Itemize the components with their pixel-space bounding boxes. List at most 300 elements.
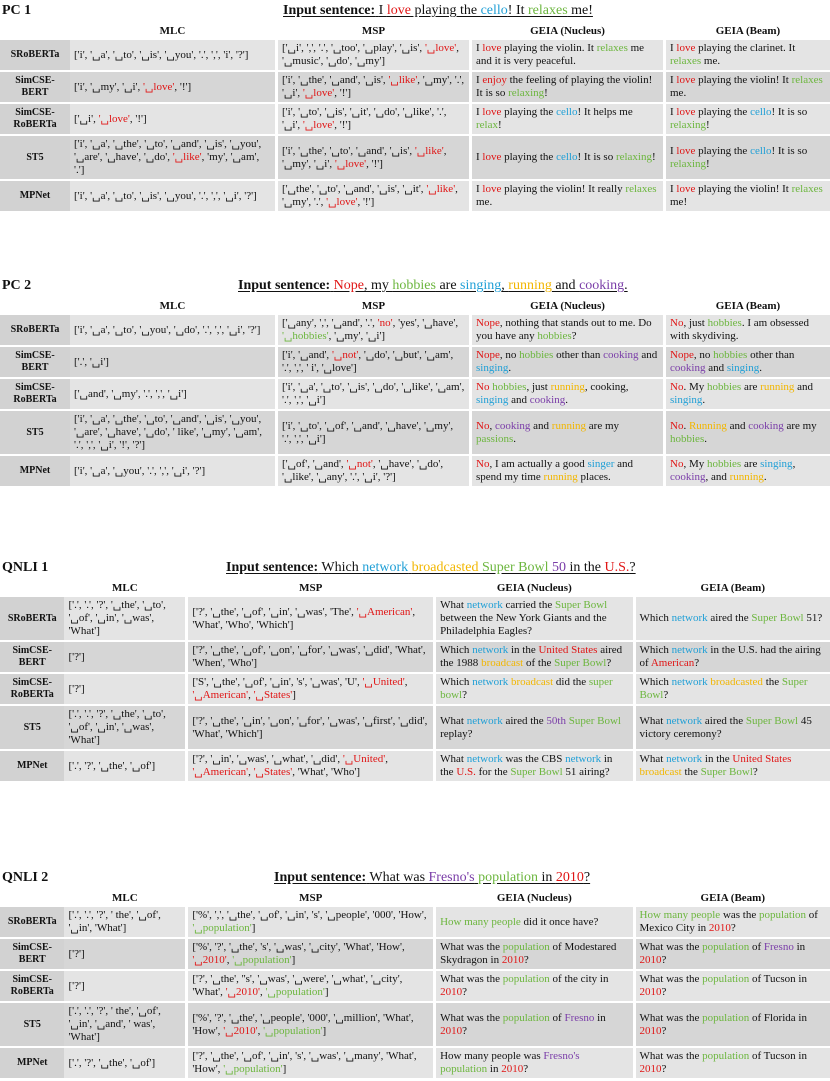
text-run: , no [693,349,714,361]
highlighted-word: relaxing [670,157,707,170]
cell-beam [666,40,830,70]
highlighted-word: '␣American' [356,605,413,618]
input-label: Input sentence: [274,870,367,885]
text-run: of the [523,657,555,669]
text-run: , no [499,349,520,361]
text-run: , '␣music', '␣do', '␣my'] [282,42,459,67]
text-run: and [726,419,749,432]
cell-msp [278,347,469,377]
text-run: and [551,278,580,293]
text-run: ] [324,986,329,998]
column-header: MLC [159,299,186,312]
text-run: What was the [440,941,503,953]
text-run: ['.', '.', '?', ' the', '␣of', '␣in', '␣and', ' was', 'What'] [68,1005,161,1043]
model-name: ST5 [0,1003,64,1046]
text-run: , cooking, [584,381,629,393]
cell-msp [188,751,433,781]
highlighted-word: No [670,317,684,329]
model-name: ST5 [0,411,70,454]
text-run: other than [553,349,604,361]
text-run: playing the [501,151,557,163]
text-run: , 'yes', '␣have', [392,317,459,329]
highlighted-word: population [702,1050,750,1062]
text-run: ? [462,1024,467,1037]
table-row [0,315,830,345]
text-run: ? [462,689,467,701]
cell-msp [188,642,433,672]
text-run: ['i', '␣a', '␣to', '␣is', '␣you', '.', ',', 'i', '?'] [74,48,249,61]
text-run: was the CBS [502,753,566,765]
text-run: playing the [695,106,751,118]
highlighted-word: hobbies [706,458,742,470]
cell-mlc [64,642,185,672]
text-run: . [702,394,706,406]
cell-beam [636,674,830,704]
cell-msp [278,411,469,454]
model-name: ST5 [0,136,70,179]
cell-nuc [472,136,663,179]
text-run: of Tucson in [749,1050,807,1062]
highlighted-word: Fresno [763,941,794,953]
text-run: , I am actually a good [489,458,588,470]
text-run: did it once have? [520,915,599,928]
cell-msp [188,674,433,704]
highlighted-word: 2010 [440,1024,463,1037]
text-run: , [248,766,254,778]
cell-msp [188,971,433,1001]
table-row [0,1048,830,1078]
text-run: I [670,183,677,195]
highlighted-word: Fresno [564,1011,595,1024]
highlighted-word: love [482,42,502,54]
cell-beam [666,72,830,102]
text-run: ['?', '␣the', ''s', '␣was', '␣were', '␣what', '␣city', 'What', [192,973,403,998]
highlighted-word: network [565,753,602,765]
highlighted-word: cello [480,3,508,18]
text-run: , My [683,458,707,470]
text-run: , '␣my', '.', '␣i', [282,74,465,99]
text-run: ['?', '␣in', '␣was', '␣what', '␣did', [192,753,343,765]
text-run: ['%', '?', '␣the', 's', '␣was', '␣city', 'What', 'How', [192,941,405,953]
header-blank [0,299,70,313]
header-blank [0,891,64,905]
text-run: ? [571,330,577,342]
highlighted-word: singing [476,394,509,406]
highlighted-word: hobbies [519,349,554,361]
section-title: QNLI 1 [2,560,49,575]
text-run: What was the [440,973,503,985]
model-name: SRoBERTa [0,40,70,70]
text-run: ['%', '?', '␣the', '␣people', '000', '␣million', 'What', 'How', [192,1011,414,1037]
text-run: 45 victory ceremony? [639,714,812,740]
highlighted-word: singing [760,458,793,470]
highlighted-word: U.S. [604,560,630,575]
highlighted-word: '␣American' [192,689,249,701]
cell-beam [666,315,830,345]
cell-beam [666,181,830,211]
text-run: What was the [639,941,703,953]
highlighted-word: 2010 [639,986,662,998]
table-row [0,379,830,409]
column-header: MSP [361,24,386,37]
text-run: , '␣do', '␣but', '␣am', '.', ',', ' i', '␣love'] [282,349,454,374]
cell-nuc [436,674,632,704]
highlighted-word: '␣love' [143,80,175,93]
highlighted-word: broadcast [481,657,524,669]
text-run: ['␣i', [74,112,99,125]
input-label: Input sentence: [226,560,319,575]
highlighted-word: Running [688,419,727,432]
text-run: ! [706,157,710,170]
model-name: SimCSE-RoBERTa [0,674,64,704]
text-run: playing the violin! It [695,74,792,86]
text-run: of [749,941,764,953]
input-text [334,278,628,293]
cell-mlc [64,1003,185,1046]
text-run: in the [508,644,539,656]
table-row [0,674,830,704]
cell-msp [278,379,469,409]
highlighted-word: U.S. [456,766,476,778]
model-name: SimCSE-RoBERTa [0,971,64,1001]
text-run: ? [661,1024,667,1037]
highlighted-word: population [758,909,807,921]
text-run: , '!'] [357,196,375,208]
text-run: ! It helps me [577,106,633,118]
cell-mlc [70,411,275,454]
text-run: What [440,753,467,765]
highlighted-word: United States [732,753,792,765]
text-run: , [260,986,266,998]
text-run: , '!'] [366,157,383,170]
text-run: ['i', '␣to', '␣is', '␣it', '␣do', '␣like', '.', '␣i', [282,106,447,131]
highlighted-word: network [362,560,409,575]
text-run: and [794,381,814,393]
highlighted-word: '␣American' [192,766,249,778]
text-run: ? [523,1063,529,1075]
text-run: ['i', '␣a', '␣to', '␣you', '␣do', '.', ',', '␣i', '?'] [74,323,261,336]
highlighted-word: '␣United' [362,676,405,688]
text-run: ['i', '␣my', '␣i', [74,80,144,93]
text-run: 51 airing? [562,766,610,778]
highlighted-word: running [550,381,585,393]
highlighted-word: population [440,1063,488,1075]
text-run: of [549,1011,565,1024]
text-run: . [683,419,689,432]
text-run: ! [652,151,656,163]
highlighted-word: singing [476,362,509,374]
cell-nuc [472,347,663,377]
highlighted-word: cello [556,106,578,118]
text-run: ? [730,922,736,934]
text-run: I [476,106,483,118]
column-header: GEIA (Beam) [700,891,765,904]
model-name: SimCSE-BERT [0,939,64,969]
text-run: ['i', '␣the', '␣to', '␣and', '␣is', [282,144,415,157]
cell-beam [636,706,830,749]
cell-nuc [436,939,632,969]
cell-nuc [472,72,663,102]
highlighted-word: '␣love' [302,87,335,99]
text-run: ['␣i', ',', '.', '␣too', '␣play', '␣is', [282,42,425,54]
highlighted-word: broadcast [639,766,682,778]
text-run: playing the [410,3,481,18]
highlighted-word: love [676,74,696,86]
cell-nuc [436,907,632,937]
text-run: What [440,714,467,727]
text-run: . [759,362,762,374]
cell-mlc [70,40,275,70]
cell-nuc [472,456,663,486]
model-name: MPNet [0,181,70,211]
text-run: ['?', '␣the', '␣of', '␣in', 's', '␣was', '␣many', 'What', 'How', [192,1050,417,1075]
text-run: ? [661,954,667,966]
text-run: between the New York Giants and the Philadelphia Eagles? [440,612,607,637]
text-run: ! It [507,3,528,18]
table-row [0,181,830,211]
text-run: in the [440,753,613,778]
cell-msp [278,456,469,486]
highlighted-word: '␣population' [263,1024,323,1037]
text-run: I [476,74,483,86]
text-run: in the [702,753,733,765]
highlighted-word: network [671,676,708,688]
highlighted-word: '␣love' [302,119,335,131]
text-run: ['.', '.', '?', '␣the', '␣to', '␣of', '␣in', '␣was', 'What'] [68,599,166,637]
highlighted-word: love [676,144,696,157]
text-run: ['.', '.', '?', ' the', '␣of', '␣in', 'What'] [68,909,161,934]
text-run: , '!'] [334,119,352,131]
model-name: SRoBERTa [0,315,70,345]
text-run: in [487,1063,502,1075]
text-run: , my [364,278,393,293]
text-run: ['i', '␣and', [282,349,332,361]
highlighted-word: '␣not' [346,458,373,470]
highlighted-word: network [466,599,503,611]
highlighted-word: relaxes [596,42,628,54]
text-run: ['?'] [68,947,85,960]
table-row [0,136,830,179]
highlighted-word: relaxes [791,74,823,86]
cell-msp [188,706,433,749]
text-run: ['%', ',', '␣the', '␣of', '␣in', 's', '␣people', '000', 'How', [192,909,427,921]
highlighted-word: Super Bowl [554,657,607,669]
text-run: and [508,394,530,406]
text-run: ['i', '␣a', '␣to', '␣is', '␣do', '␣like', '␣am', '.', ',', '␣i'] [282,381,465,406]
text-run: , [489,419,495,432]
highlighted-word: population [702,1011,750,1024]
results-table [0,579,830,783]
text-run: are [741,381,761,393]
highlighted-word: cooking [529,394,566,406]
text-run: , [226,954,233,966]
cell-msp [278,315,469,345]
highlighted-word: relaxing [615,151,652,163]
highlighted-word: '␣population' [192,922,252,934]
text-run: What was [369,870,429,885]
highlighted-word: 50 [552,560,566,575]
cell-mlc [70,456,275,486]
highlighted-word: '␣hobbies' [282,330,329,342]
text-run: ['?'] [68,682,85,695]
cell-mlc [70,315,275,345]
highlighted-word: Fresno's [428,870,475,885]
model-name: SimCSE-BERT [0,347,70,377]
cell-msp [188,907,433,937]
column-header: GEIA (Nucleus) [530,24,605,37]
cell-nuc [472,411,663,454]
text-run: in the U.S. had the airing of [639,644,821,669]
cell-nuc [436,642,632,672]
highlighted-word: love [482,151,502,163]
text-run: ? [661,986,667,998]
highlighted-word: cooking [670,362,706,374]
highlighted-word: cooking [748,419,784,432]
text-run: Which [639,644,672,656]
highlighted-word: Super Bowl [554,599,608,611]
table-row [0,1003,830,1046]
table-row [0,40,830,70]
cell-beam [636,939,830,969]
cell-nuc [436,1003,632,1046]
cell-mlc [70,72,275,102]
highlighted-word: 2010 [555,870,584,885]
highlighted-word: Nope [476,317,500,329]
text-run: me. [701,55,721,67]
highlighted-word: '␣United' [342,753,386,765]
text-run: for the [475,766,511,778]
text-run: What [639,753,667,765]
input-text [321,560,635,575]
highlighted-word: cooking [579,278,625,293]
text-run: I [378,3,387,18]
highlighted-word: love [482,106,502,118]
highlighted-word: passions [476,432,514,445]
model-name: ST5 [0,706,64,749]
highlighted-word: love [676,183,696,195]
table-row [0,72,830,102]
cell-nuc [472,379,663,409]
text-run: ['i', '␣a', '␣the', '␣to', '␣and', '␣is', '␣you', '␣are', '␣have', '␣do', ' like', '␣my', '␣am', '.', ',', '␣i', '!', '?'] [74,413,262,451]
highlighted-word: Super Bowl [751,612,804,624]
text-run: of Mexico City in [639,909,818,934]
header-row [0,891,830,905]
cell-mlc [64,597,185,640]
column-header: GEIA (Nucleus) [496,581,572,594]
highlighted-word: network [671,644,708,656]
header-blank [0,24,70,38]
text-run: ? [583,870,591,885]
text-run: replay? [440,727,473,740]
text-run: of Tucson in [749,973,807,985]
highlighted-word: 2010 [501,954,524,966]
highlighted-word: '␣States' [253,766,293,778]
model-name: MPNet [0,751,64,781]
highlighted-word: relaxes [625,183,657,195]
column-header: GEIA (Beam) [715,24,781,37]
model-name: SimCSE-RoBERTa [0,104,70,134]
text-run: are my [586,419,620,432]
cell-msp [188,1003,433,1046]
text-run: , '!'] [174,80,192,93]
text-run: ] [282,1063,287,1075]
text-run: ! [544,87,548,99]
highlighted-word: hobbies [492,381,527,393]
highlighted-word: '␣2010' [223,1024,258,1037]
highlighted-word: How many people [440,915,521,928]
text-run: ? [752,766,758,778]
highlighted-word: No [476,419,490,432]
text-run: Which [639,612,672,624]
highlighted-word: '␣love' [334,157,367,170]
text-run: the feeling of playing the violin! It is so [476,74,653,99]
text-run: , [248,689,254,701]
results-table [0,889,830,1080]
highlighted-word: cooking [603,349,639,361]
table-row [0,971,830,1001]
highlighted-word: Super Bowl [639,676,808,701]
text-run: , nothing that stands out to me. Do you have any [476,317,652,342]
column-header: MLC [112,891,138,904]
cell-msp [278,104,469,134]
highlighted-word: cello [750,106,772,118]
column-header: MSP [299,891,323,904]
text-run: , [792,458,796,470]
text-run: I [476,42,483,54]
cell-mlc [70,104,275,134]
text-run: ! [706,119,710,131]
highlighted-word: broadcasted [411,560,479,575]
table-row [0,642,830,672]
header-row [0,299,830,313]
text-run: ? [523,954,529,966]
text-run: 51? [803,612,823,624]
highlighted-word: broadcasted [710,676,763,688]
text-run: playing the violin. It [501,42,597,54]
text-run: ['?', '␣the', '␣in', '␣on', '␣for', '␣was', '␣first', '␣did', 'What', 'Which'] [192,714,428,740]
text-run: , '!'] [129,112,147,125]
cell-msp [188,597,433,640]
highlighted-word: running [508,278,552,293]
highlighted-word: love [676,106,696,118]
text-run: and spend my time [476,458,634,483]
text-run: ['␣of', '␣and', [282,458,347,470]
text-run: of Florida in [749,1011,807,1024]
highlighted-word: Nope [670,349,694,361]
highlighted-word: broadcast [510,676,554,688]
text-run: carried the [502,599,555,611]
highlighted-word: Nope [476,349,500,361]
text-run: ['?', '␣the', '␣of', '␣in', '␣was', 'The', [192,605,357,618]
text-run: . My [683,381,707,393]
highlighted-word: Super Bowl [700,766,753,778]
header-row [0,581,830,595]
text-run: What [440,599,467,611]
column-header: MLC [159,24,186,37]
column-header: MSP [361,299,386,312]
text-run: aired the [707,612,752,624]
highlighted-word: cello [750,144,772,157]
highlighted-word: '␣2010' [192,954,227,966]
text-run: Which [440,676,473,688]
text-run: ['.', '?', '␣the', '␣of'] [68,1056,156,1069]
highlighted-word: '␣2010' [225,986,260,998]
highlighted-word: hobbies [706,381,742,393]
column-header: GEIA (Nucleus) [530,299,605,312]
text-run: I [670,42,677,54]
table-row [0,939,830,969]
input-label: Input sentence: [238,278,331,293]
